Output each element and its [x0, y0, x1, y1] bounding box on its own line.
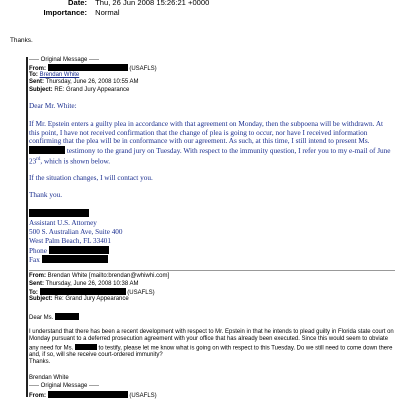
letter-salutation: Dear Mr. White:	[29, 102, 77, 110]
original1-sent-label: Sent:	[29, 79, 44, 85]
redaction-box	[48, 391, 128, 398]
message2-salutation: Dear Ms.	[29, 315, 54, 321]
original1-to-row	[29, 72, 79, 79]
message2-sent-label: Sent:	[29, 280, 44, 287]
original1-sent-row	[29, 79, 139, 86]
message2-body-b: to testify, please let me know what is going on with respect to this Tuesday. Do we still need to come down there and, if so, will she receive court-ordered immunity?	[29, 345, 393, 359]
redaction-box	[40, 288, 126, 295]
letter-paragraph-3: Thank you.	[29, 191, 63, 199]
letter-p1b-text: testimony to the grand jury on Tuesday. With respect to the immunity question, I refer you to my e-mail of June 23	[29, 147, 391, 166]
signature-address-2: West Palm Beach, FL 33401	[29, 237, 111, 245]
message2-thanks: Thanks.	[29, 359, 51, 365]
quote-bar	[26, 57, 28, 397]
signature-fax-label: Fax	[29, 256, 40, 264]
message2-subject-row	[29, 296, 129, 303]
original1-to-value[interactable]: Brendan White	[39, 71, 80, 78]
message2-from-value: Brendan White [mailto:brendan@whiwhi.com]	[47, 273, 170, 279]
signature-phone-label: Phone	[29, 247, 47, 255]
redaction-box	[29, 146, 65, 154]
original2-from-value: (USAFLS)	[129, 392, 157, 399]
original1-subject-row	[29, 87, 129, 94]
date-value: Thu, 26 Jun 2008 15:26:21 +0000	[95, 0, 210, 7]
redaction-box	[48, 64, 128, 71]
letter-p1-text: If Mr. Epstein enters a guilty plea in accordance with that agreement on Monday, then the subpoena will be withdrawn. At this point, I have not received confirmation that the change of plea is going to occur, nor have I received information confirming that the plea will be in conformance with our agreement. As such, at this time, I still intend to present Ms.	[29, 120, 384, 146]
redaction-box	[75, 344, 97, 351]
message2-subject-label: Subject:	[29, 295, 53, 302]
letter-paragraph-1	[29, 120, 393, 166]
message2-to-label: To:	[29, 290, 38, 296]
original1-sent-value: Thursday, June 26, 2008 10:55 AM	[45, 79, 139, 85]
original1-from-label: From:	[29, 66, 46, 72]
thanks-text: Thanks.	[10, 37, 33, 44]
original2-from-row	[29, 391, 157, 400]
signature-name-redacted	[29, 209, 89, 219]
redaction-box	[49, 246, 109, 254]
original-message-divider: ----- Original Message -----	[29, 57, 100, 63]
importance-label: Importance:	[43, 8, 87, 17]
letter-p1c-text: , which is shown below.	[40, 157, 111, 166]
signature-address-1: 500 S. Australian Ave, Suite 400	[29, 228, 123, 236]
message2-subject-value: Re: Grand Jury Appearance	[54, 295, 129, 302]
header-date-row	[38, 0, 209, 7]
original1-from-value: (USAFLS)	[129, 66, 157, 72]
original1-subject-value: RE: Grand Jury Appearance	[54, 86, 130, 93]
message2-from-row	[29, 273, 169, 280]
signature-fax-row	[29, 255, 108, 265]
redaction-box	[55, 313, 79, 320]
message2-sent-value: Thursday, June 26, 2008 10:38 AM	[45, 280, 139, 287]
message2-to-value: (USAFLS)	[127, 290, 155, 296]
redaction-box	[42, 255, 108, 263]
message2-body-a: I understand that there has been a recent development with respect to Mr. Epstein in that he intends to plead guilty in Florida state court on Monday pursuant to a deferred prosecution agreement with your office that has already been executed. Since this would seem to obviate any need for Ms.	[29, 329, 394, 352]
original-message-divider-2: ----- Original Message -----	[29, 383, 100, 389]
message2-salutation-row	[29, 313, 79, 322]
importance-value: Normal	[95, 8, 120, 17]
original1-to-label: To:	[29, 71, 38, 78]
original1-subject-label: Subject:	[29, 86, 53, 93]
header-importance-row	[38, 8, 120, 17]
message-separator	[29, 270, 395, 271]
date-label: Date:	[68, 0, 87, 7]
signature-title: Assistant U.S. Attorney	[29, 219, 97, 227]
message2-sent-row	[29, 281, 139, 288]
letter-paragraph-2: If the situation changes, I will contact you.	[29, 174, 153, 182]
original2-from-label: From:	[29, 392, 46, 399]
redaction-box	[29, 209, 89, 217]
message2-from-label: From:	[29, 273, 46, 279]
letter-p1-sup: rd	[36, 156, 41, 162]
message2-signoff: Brendan White	[29, 375, 69, 381]
message2-body	[29, 329, 395, 360]
